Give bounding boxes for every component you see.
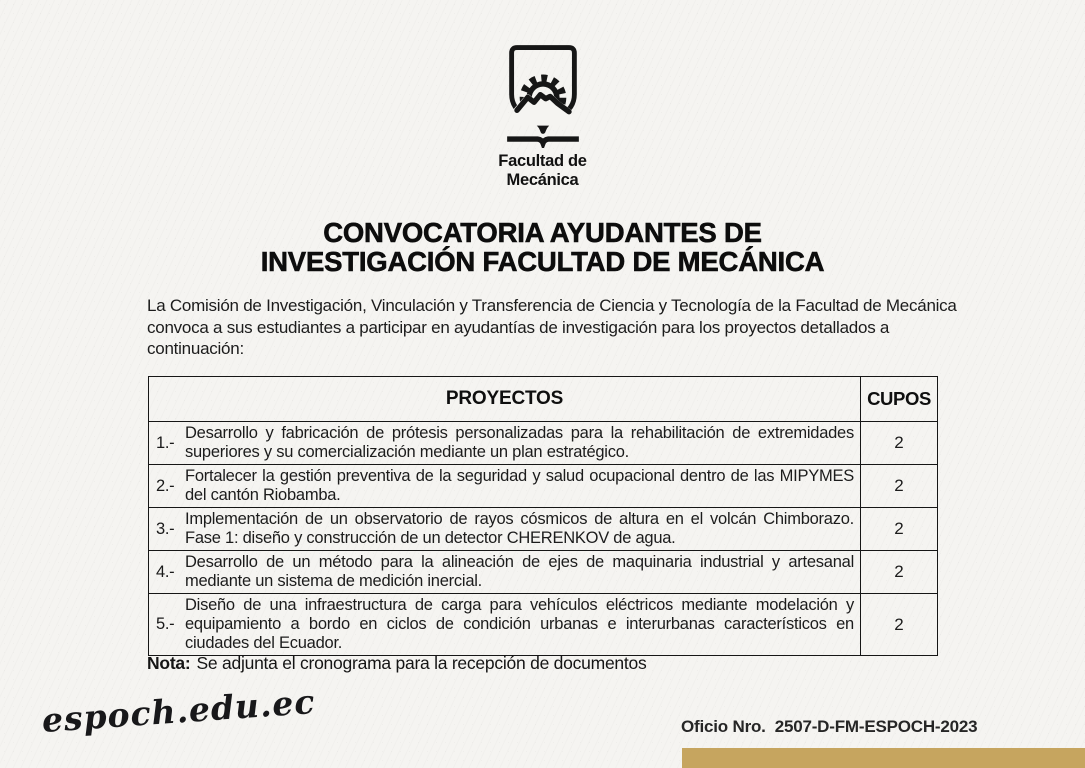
page-title-line2: INVESTIGACIÓN FACULTAD DE MECÁNICA [260, 246, 825, 277]
cupos-column-header: CUPOS [861, 377, 938, 422]
note-text: Se adjunta el cronograma para la recepción de documentos [196, 653, 647, 673]
table-body [149, 422, 938, 656]
project-description: Implementación de un observatorio de rayos cósmicos de altura en el volcán Chimborazo. Fase 1: diseño y construcción de un detector CHERENKOV de agua. [185, 510, 854, 547]
oficio-number: 2507-D-FM-ESPOCH-2023 [774, 717, 978, 736]
faculty-crest-icon [498, 44, 588, 148]
project-cell [149, 465, 861, 508]
oficio-label: Oficio Nro. [681, 717, 766, 736]
project-cell [149, 551, 861, 594]
table-row [149, 422, 938, 465]
logo-caption-line1: Facultad de [498, 152, 587, 170]
table-row [149, 465, 938, 508]
slots-value: 2 [861, 508, 938, 551]
slots-value: 2 [861, 465, 938, 508]
table-header-row [149, 377, 938, 422]
project-cell [149, 422, 861, 465]
project-cell [149, 594, 861, 656]
table-row [149, 551, 938, 594]
project-description: Diseño de una infraestructura de carga para vehículos eléctricos mediante modelación y equipamiento a bordo en ciclos de condición urbanas e interurbanas característicos en ciudades del Ecuador. [185, 596, 854, 652]
page-title [0, 218, 1085, 276]
slots-value: 2 [861, 594, 938, 656]
row-number: 1.- [156, 433, 175, 452]
oficio-number-line [681, 717, 977, 737]
intro-paragraph: La Comisión de Investigación, Vinculación y Transferencia de Ciencia y Tecnología de la Facultad de Mecánica convoca a sus estudiantes a participar en ayudantías de investigación para los proyectos detallados a continuación: [147, 296, 957, 358]
project-cell [149, 508, 861, 551]
table-row [149, 594, 938, 656]
project-description: Desarrollo y fabricación de prótesis personalizadas para la rehabilitación de extremidades superiores y su comercialización mediante un plan estratégico. [185, 424, 854, 461]
logo-caption [498, 152, 586, 190]
note-label: Nota: [147, 653, 191, 673]
logo-caption-line2: Mecánica [506, 171, 579, 189]
note-line [147, 653, 647, 674]
table-row [149, 508, 938, 551]
project-description: Desarrollo de un método para la alineación de ejes de maquinaria industrial y artesanal mediante un sistema de medición inercial. [185, 553, 854, 590]
projects-table [148, 376, 938, 656]
row-number: 2.- [156, 476, 175, 495]
slots-value: 2 [861, 422, 938, 465]
row-number: 5.- [156, 615, 175, 633]
projects-column-header: PROYECTOS [149, 377, 861, 422]
slots-value: 2 [861, 551, 938, 594]
row-number: 3.- [156, 519, 175, 538]
gold-accent-bar [682, 748, 1085, 768]
row-number: 4.- [156, 562, 175, 581]
book-icon [509, 139, 575, 143]
website-signature: espoch.edu.ec [40, 681, 317, 740]
page-title-line1: CONVOCATORIA AYUDANTES DE [323, 217, 762, 248]
project-description: Fortalecer la gestión preventiva de la seguridad y salud ocupacional dentro de las MIPYMES del cantón Riobamba. [185, 467, 854, 504]
logo-block [0, 44, 1085, 190]
